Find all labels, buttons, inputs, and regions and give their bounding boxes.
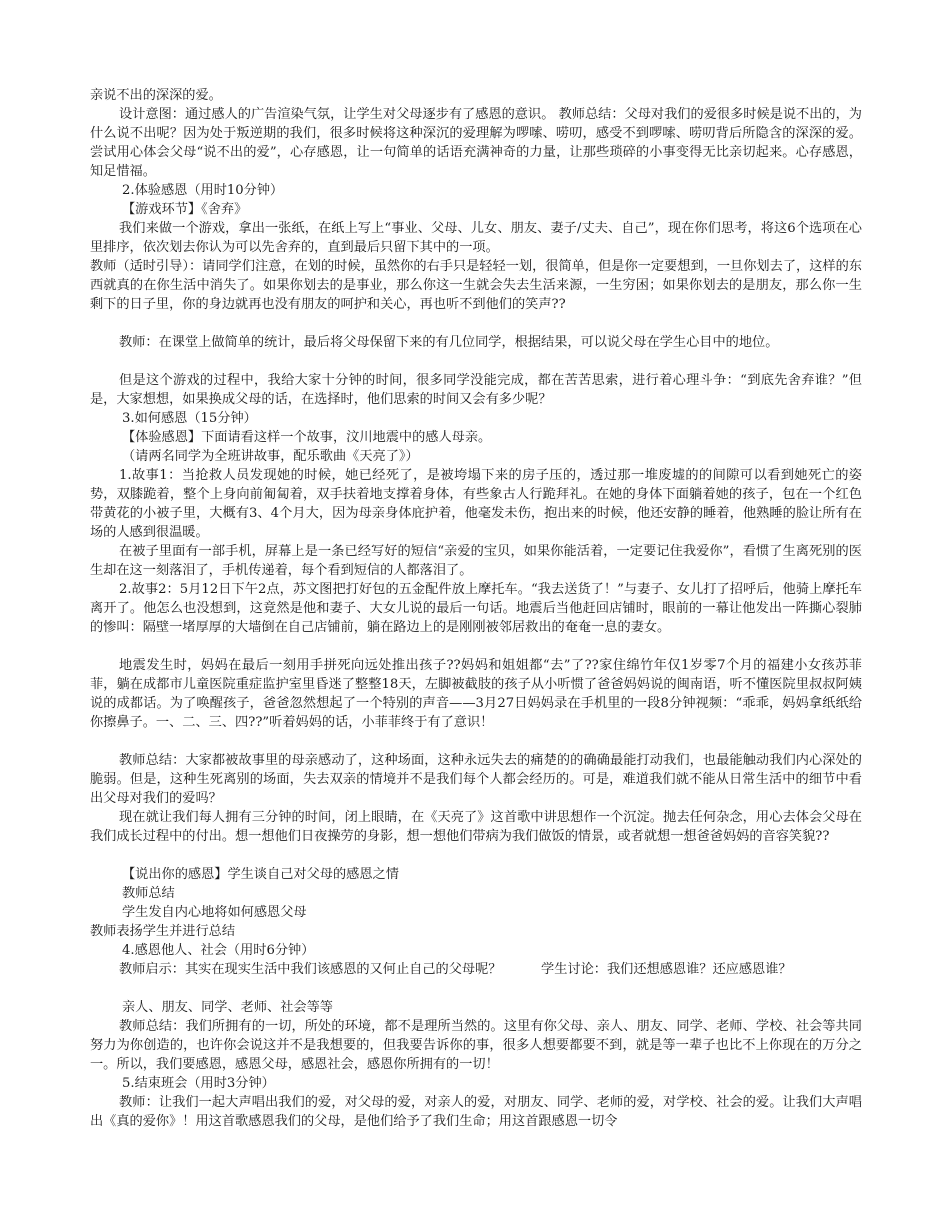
section-heading-4: 4.感恩他人、社会（用时6分钟） xyxy=(122,943,315,958)
teacher-praise: 教师表扬学生并进行总结 xyxy=(90,924,236,939)
paragraph-reflection: 现在就让我们每人拥有三分钟的时间，闭上眼睛，在《天亮了》这首歌中讲思想作一个沉淀。抛去任何杂念，用心去体会父母在我们成长过程中的付出。想一想他们日夜操劳的身影，想一想他们带病为我们做饭的情景，或者就想一想爸爸妈妈的音容笑貌?? xyxy=(90,810,862,844)
teacher-summary-label: 教师总结 xyxy=(122,886,175,901)
speak-gratitude: 【说出你的感恩】学生谈自己对父母的感恩之情 xyxy=(122,867,399,882)
student-expression: 学生发自内心地将如何感恩父母 xyxy=(122,905,307,920)
game-title: 【游戏环节】《舍弃》 xyxy=(122,202,248,217)
paragraph-teacher-inspiration: 教师启示：其实在现实生活中我们该感恩的又何止自己的父母呢？ 学生讨论：我们还想感恩谁？还应感恩谁？ xyxy=(119,962,792,977)
paragraph-story-1: 1.故事1：当抢救人员发现她的时候，她已经死了，是被垮塌下来的房子压的，透过那一堆废墟的的间隙可以看到她死亡的姿势，双膝跪着，整个上身向前匍匐着，双手扶着地支撑着身体，有些象古人行跪拜礼。在她的身体下面躺着她的孩子，包在一个红色带黄花的小被子里，大概有3、4个月大，因为母亲身体庇护着，他毫发未伤，抱出来的时候，他还安静的睡着，他熟睡的脸让所有在场的人感到很温暖。 xyxy=(90,468,862,540)
paragraph-game: 我们来做一个游戏，拿出一张纸，在纸上写上“事业、父母、儿女、朋友、妻子/丈夫、自己”，现在你们思考，将这6个选项在心里排序，依次划去你认为可以先舍弃的，直到最后只留下其中的一项。 xyxy=(90,221,862,255)
paragraph-statistics: 教师：在课堂上做简单的统计，最后将父母保留下来的有几位同学，根据结果，可以说父母在学生心目中的地位。 xyxy=(119,335,779,350)
paragraph-teacher-summary-2: 教师总结：我们所拥有的一切，所处的环境，都不是理所当然的。这里有你父母、亲人、朋友、同学、老师、学校、社会等共同努力为你创造的，也许你会说这并不是我想要的，但我要告诉你的事，很多人想要都要不到，就是等一辈子也比不上你现在的万分之一。所以，我们要感恩，感恩父母，感恩社会，感恩你所拥有的一切！ xyxy=(90,1019,862,1072)
paragraph-closing: 教师：让我们一起大声唱出我们的爱，对父母的爱，对亲人的爱，对朋友、同学、老师的爱，对学校、社会的爱。让我们大声唱出《真的爱你》！用这首歌感恩我们的父母，是他们给予了我们生命；用这首跟感恩一切令 xyxy=(90,1095,862,1129)
paragraph-intro-end: 亲说不出的深深的爱。 xyxy=(90,88,222,103)
paragraph-teacher-summary-1: 教师总结：大家都被故事里的母亲感动了，这种场面，这种永远失去的痛楚的的确确最能打动我们，也最能触动我们内心深处的脆弱。但是，这种生死离别的场面，失去双亲的情境并不是我们每个人都会经历的。可是，难道我们就不能从日常生活中的细节中看出父母对我们的爱吗？ xyxy=(90,753,862,806)
paragraph-story-1-sms: 在被子里面有一部手机，屏幕上是一条已经写好的短信“亲爱的宝贝，如果你能活着，一定要记住我爱你”，看惯了生离死别的医生却在这一刻落泪了，手机传递着，每个看到短信的人都落泪了。 xyxy=(90,544,862,578)
paragraph-design-intent: 设计意图：通过感人的广告渲染气氛，让学生对父母逐步有了感恩的意识。 教师总结：父母对我们的爱很多时候是说不出的，为什么说不出呢？因为处于叛逆期的我们，很多时候将这种深沉的爱理解为啰嗦、唠叨，感受不到啰嗦、唠叨背后所隐含的深深的爱。尝试用心体会父母“说不出的爱”，心存感恩，让一句简单的话语充满神奇的力量，让那些琐碎的小事变得无比亲切起来。心存感恩，知足惜福。 xyxy=(90,107,862,179)
paragraph-story-2: 2.故事2：5月12日下午2点，苏文图把打好包的五金配件放上摩托车。“我去送货了！”与妻子、女儿打了招呼后，他骑上摩托车离开了。他怎么也没想到，这竟然是他和妻子、大女儿说的最后一句话。地震后当他赶回店铺时，眼前的一幕让他发出一阵撕心裂肺的惨叫：隔壁一堵厚厚的大墙倒在自己店铺前，躺在路边上的是刚刚被邻居救出的奄奄一息的妻女。 xyxy=(90,582,862,635)
experience-intro: 【体验感恩】下面请看这样一个故事，汶川地震中的感人母亲。 xyxy=(122,430,492,445)
gratitude-list: 亲人、朋友、同学、老师、社会等等 xyxy=(122,1000,333,1015)
section-heading-3: 3.如何感恩（15分钟） xyxy=(122,411,257,426)
music-note: （请两名同学为全班讲故事，配乐歌曲《天亮了》） xyxy=(122,449,419,464)
section-heading-5: 5.结束班会（用时3分钟） xyxy=(122,1076,275,1091)
paragraph-teacher-guide: 教师（适时引导）：请同学们注意，在划的时候，虽然你的右手只是轻轻一划，很简单，但是你一定要想到，一旦你划去了，这样的东西就真的在你生活中消失了。如果你划去的是事业，那么你这一生就会失去生活来源，一生穷困；如果你划去的是朋友，那么你一生剩下的日子里，你的身边就再也没有朋友的呵护和关心，再也听不到他们的笑声?? xyxy=(90,259,862,312)
paragraph-story-3: 地震发生时，妈妈在最后一刻用手拼死向远处推出孩子??妈妈和姐姐都“去”了??家住绵竹年仅1岁零7个月的福建小女孩苏菲菲，躺在成都市儿童医院重症监护室里昏迷了整整18天，左脚被截肢的孩子从小听惯了爸爸妈妈说的闽南语，听不懂医院里叔叔阿姨说的成都话。为了唤醒孩子，爸爸忽然想起了一个特别的声音——3月27日妈妈录在手机里的一段8分钟视频：“乖乖，妈妈拿纸纸给你擦鼻子。一、二、三、四??”听着妈妈的话，小菲菲终于有了意识！ xyxy=(90,658,862,730)
section-heading-2: 2.体验感恩（用时10分钟） xyxy=(122,183,284,198)
paragraph-struggle: 但是这个游戏的过程中，我给大家十分钟的时间，很多同学没能完成，都在苦苦思索，进行着心理斗争：“到底先舍弃谁？”但是，大家想想，如果换成父母的话，在选择时，他们思索的时间又会有多少呢？ xyxy=(90,373,862,407)
